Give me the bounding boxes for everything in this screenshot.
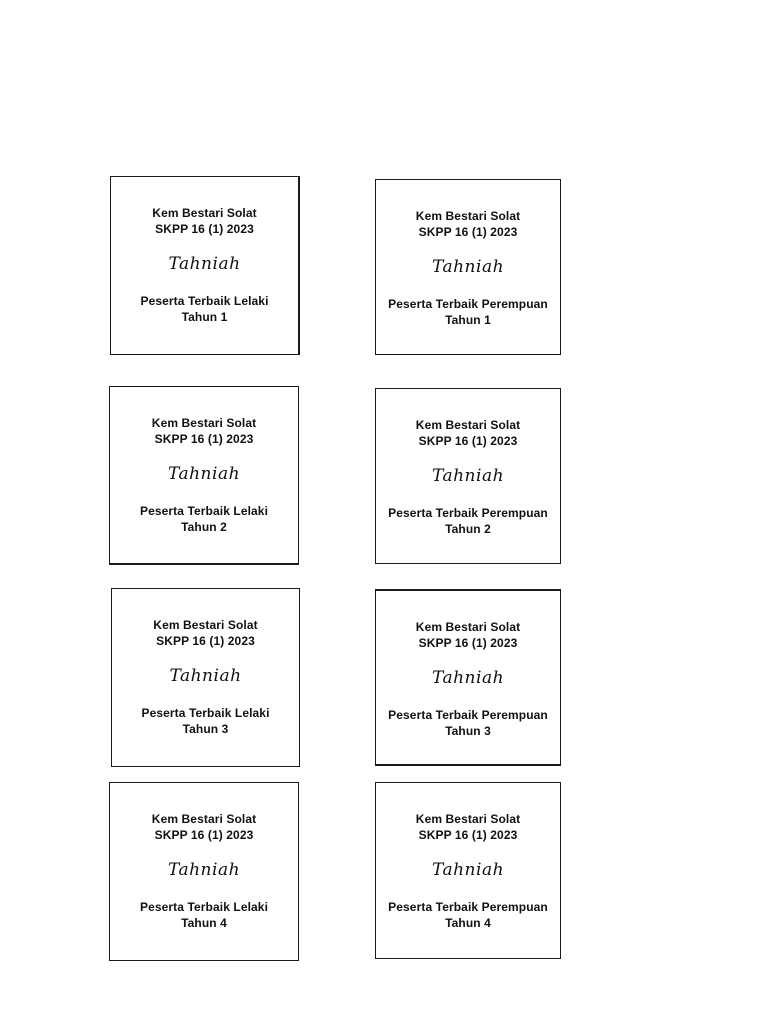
award-title: Peserta Terbaik Perempuan [388,506,548,520]
year-label: Tahun 1 [181,310,228,324]
greeting-text: Tahniah [169,666,242,686]
school-label: SKPP 16 (1) 2023 [418,225,518,239]
greeting-text: Tahniah [431,466,505,486]
award-title: Peserta Terbaik Lelaki [139,900,269,914]
year-label: Tahun 4 [181,916,227,930]
award-card-lelaki-tahun-1 [110,176,300,355]
award-title: Peserta Terbaik Lelaki [140,294,269,308]
greeting-text: Tahniah [168,254,241,274]
greeting-text: Tahniah [431,668,505,688]
school-label: SKPP 16 (1) 2023 [154,828,254,842]
event-name: Kem Bestari Solat [415,812,521,826]
year-label: Tahun 1 [445,313,491,327]
award-title: Peserta Terbaik Perempuan [388,708,548,722]
award-title: Peserta Terbaik Perempuan [388,900,548,914]
greeting-text: Tahniah [431,257,505,277]
event-name: Kem Bestari Solat [151,416,257,430]
school-label: SKPP 16 (1) 2023 [156,634,255,648]
award-title: Peserta Terbaik Lelaki [141,706,270,720]
school-label: SKPP 16 (1) 2023 [418,434,518,448]
year-label: Tahun 3 [182,722,229,736]
event-name: Kem Bestari Solat [153,618,258,632]
school-label: SKPP 16 (1) 2023 [418,636,518,650]
greeting-text: Tahniah [167,860,241,880]
greeting-text: Tahniah [167,464,241,484]
award-card-perempuan-tahun-3 [375,589,561,766]
award-card-lelaki-tahun-4 [109,782,299,961]
award-title: Peserta Terbaik Perempuan [388,297,548,311]
year-label: Tahun 3 [445,724,491,738]
event-name: Kem Bestari Solat [415,620,521,634]
school-label: SKPP 16 (1) 2023 [154,432,254,446]
greeting-text: Tahniah [431,860,505,880]
award-card-perempuan-tahun-1 [375,179,561,355]
award-card-lelaki-tahun-3 [111,588,300,767]
year-label: Tahun 4 [445,916,491,930]
event-name: Kem Bestari Solat [415,418,521,432]
award-title: Peserta Terbaik Lelaki [139,504,269,518]
award-card-perempuan-tahun-4 [375,782,561,959]
school-label: SKPP 16 (1) 2023 [418,828,518,842]
event-name: Kem Bestari Solat [152,206,257,220]
event-name: Kem Bestari Solat [151,812,257,826]
award-card-perempuan-tahun-2 [375,388,561,564]
school-label: SKPP 16 (1) 2023 [155,222,254,236]
award-card-lelaki-tahun-2 [109,386,299,565]
event-name: Kem Bestari Solat [415,209,521,223]
year-label: Tahun 2 [181,520,227,534]
year-label: Tahun 2 [445,522,491,536]
